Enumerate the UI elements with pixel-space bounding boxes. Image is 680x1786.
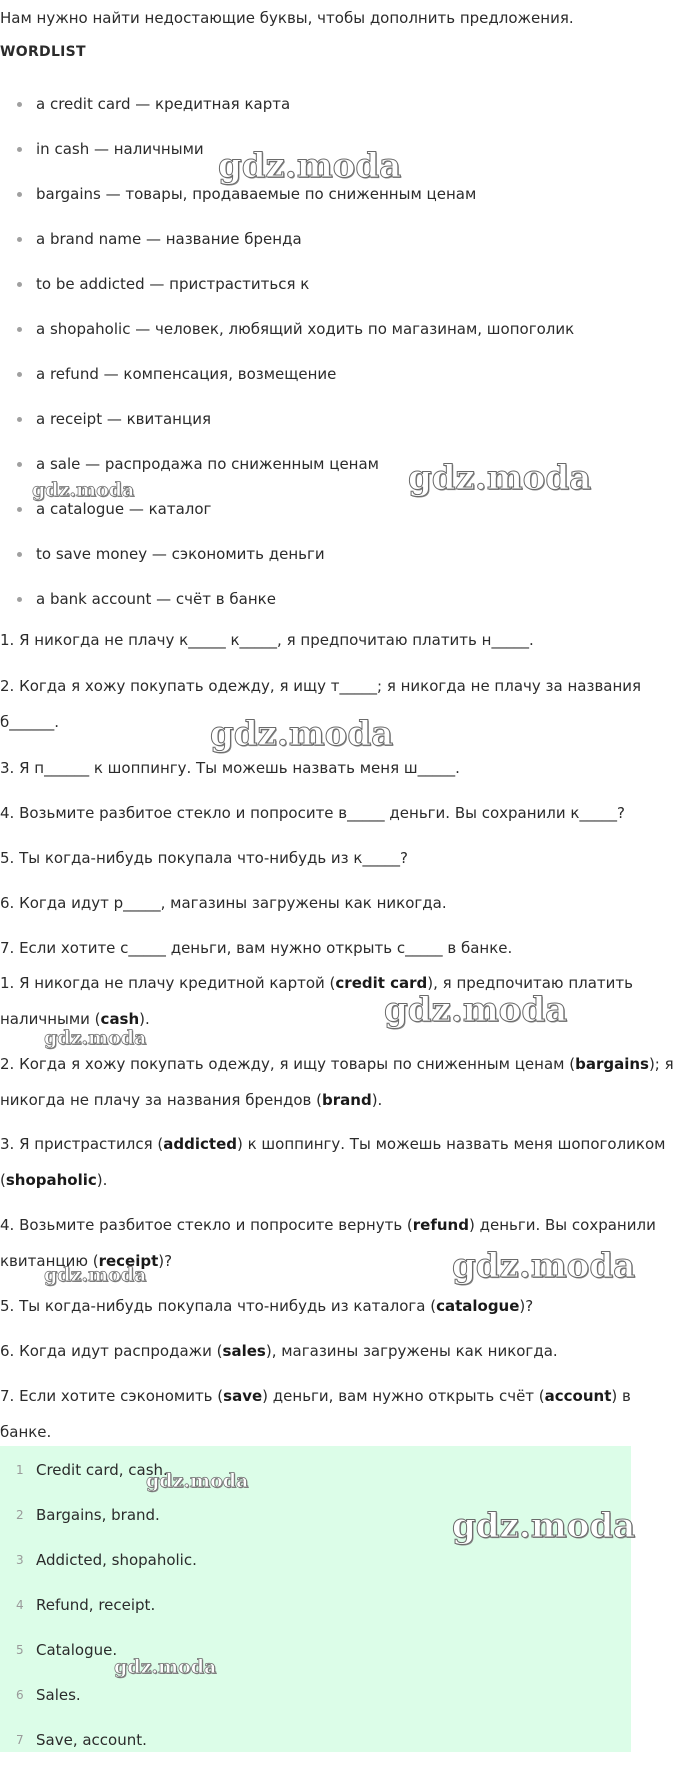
watermark: gdz.moda: [218, 146, 402, 186]
watermark: gdz.moda: [146, 1470, 249, 1492]
task-sentence: 4. Возьмите разбитое стекло и попросите в_____ деньги. Вы сохранили к_____?: [0, 804, 625, 822]
answer-word: cash: [100, 1010, 140, 1028]
answer-word: brand: [322, 1091, 372, 1109]
answer-word: addicted: [163, 1135, 237, 1153]
task-sentence: 1. Я никогда не плачу к_____ к_____, я предпочитаю платить н_____.: [0, 631, 534, 649]
watermark: gdz.moda: [384, 990, 568, 1030]
task-sentence: 3. Я п______ к шоппингу. Ты можешь назвать меня ш_____.: [0, 759, 460, 777]
answer-word: receipt: [98, 1252, 159, 1270]
answer-word: shopaholic: [5, 1171, 97, 1189]
watermark: gdz.moda: [44, 1264, 147, 1286]
answer-sentence: 3. Я пристрастился (addicted) к шоппингу. Ты можешь назвать меня шопоголиком (shopaholic).: [0, 1135, 666, 1189]
wordlist-item: a brand name — название бренда: [0, 229, 574, 274]
watermark: gdz.moda: [210, 714, 394, 754]
answer-word: refund: [412, 1216, 469, 1234]
task-sentence: 6. Когда идут р_____, магазины загружены как никогда.: [0, 894, 447, 912]
answer-word: account: [544, 1387, 612, 1405]
task-sentence: 2. Когда я хожу покупать одежду, я ищу т_____; я никогда не плачу за названия б______.: [0, 677, 642, 731]
watermark: gdz.moda: [44, 1027, 147, 1049]
wordlist-item: a refund — компенсация, возмещение: [0, 364, 574, 409]
wordlist-item: bargains — товары, продаваемые по сниженным ценам: [0, 184, 574, 229]
intro-text: Нам нужно найти недостающие буквы, чтобы дополнить предложения.: [0, 9, 574, 27]
wordlist-item: a shopaholic — человек, любящий ходить по магазинам, шопоголик: [0, 319, 574, 364]
wordlist-item: a receipt — квитанция: [0, 409, 574, 454]
answer-sentence: 7. Если хотите сэкономить (save) деньги, вам нужно открыть счёт (account) в банке.: [0, 1387, 631, 1441]
wordlist-item: a sale — распродажа по сниженным ценам: [0, 454, 574, 499]
task-sentence: 7. Если хотите с_____ деньги, вам нужно открыть с_____ в банке.: [0, 939, 513, 957]
answer-word: catalogue: [436, 1297, 520, 1315]
answer-sentence: 1. Я никогда не плачу кредитной картой (credit card), я предпочитаю платить наличными (cash).: [0, 974, 633, 1028]
wordlist-item: a credit card — кредитная карта: [0, 94, 574, 139]
watermark: gdz.moda: [452, 1506, 636, 1546]
wordlist-item: to be addicted — пристраститься к: [0, 274, 574, 319]
answer-sentence: 2. Когда я хожу покупать одежду, я ищу товары по сниженным ценам (bargains); я никогда не плачу за названия брендов (brand).: [0, 1055, 674, 1109]
answer-sentence: 5. Ты когда-нибудь покупала что-нибудь из каталога (catalogue)?: [0, 1297, 534, 1315]
answer-word: sales: [222, 1342, 266, 1360]
answer-word: bargains: [575, 1055, 649, 1073]
watermark: gdz.moda: [452, 1246, 636, 1286]
answer-word: credit card: [335, 974, 428, 992]
task-sentence: 5. Ты когда-нибудь покупала что-нибудь из к_____?: [0, 849, 408, 867]
answer-word: save: [223, 1387, 263, 1405]
answer-key-box: 1 Credit card, cash. 2 Bargains, brand. 3 Addicted, shopaholic. 4 Refund, receipt. 5 Catalogue. 6 Sales. 7 Save, account.: [0, 1446, 631, 1752]
wordlist-item: a catalogue — каталог: [0, 499, 574, 544]
wordlist-item: a bank account — счёт в банке: [0, 589, 574, 634]
watermark: gdz.moda: [32, 479, 135, 501]
watermark: gdz.moda: [408, 458, 592, 498]
wordlist-heading: WORDLIST: [0, 44, 86, 60]
wordlist-item: to save money — сэкономить деньги: [0, 544, 574, 589]
wordlist-item: in cash — наличными: [0, 139, 574, 184]
watermark: gdz.moda: [114, 1656, 217, 1678]
answer-sentence: 6. Когда идут распродажи (sales), магазины загружены как никогда.: [0, 1342, 558, 1360]
answer-sentence: 4. Возьмите разбитое стекло и попросите вернуть (refund) деньги. Вы сохранили квитанцию (receipt)?: [0, 1216, 656, 1270]
